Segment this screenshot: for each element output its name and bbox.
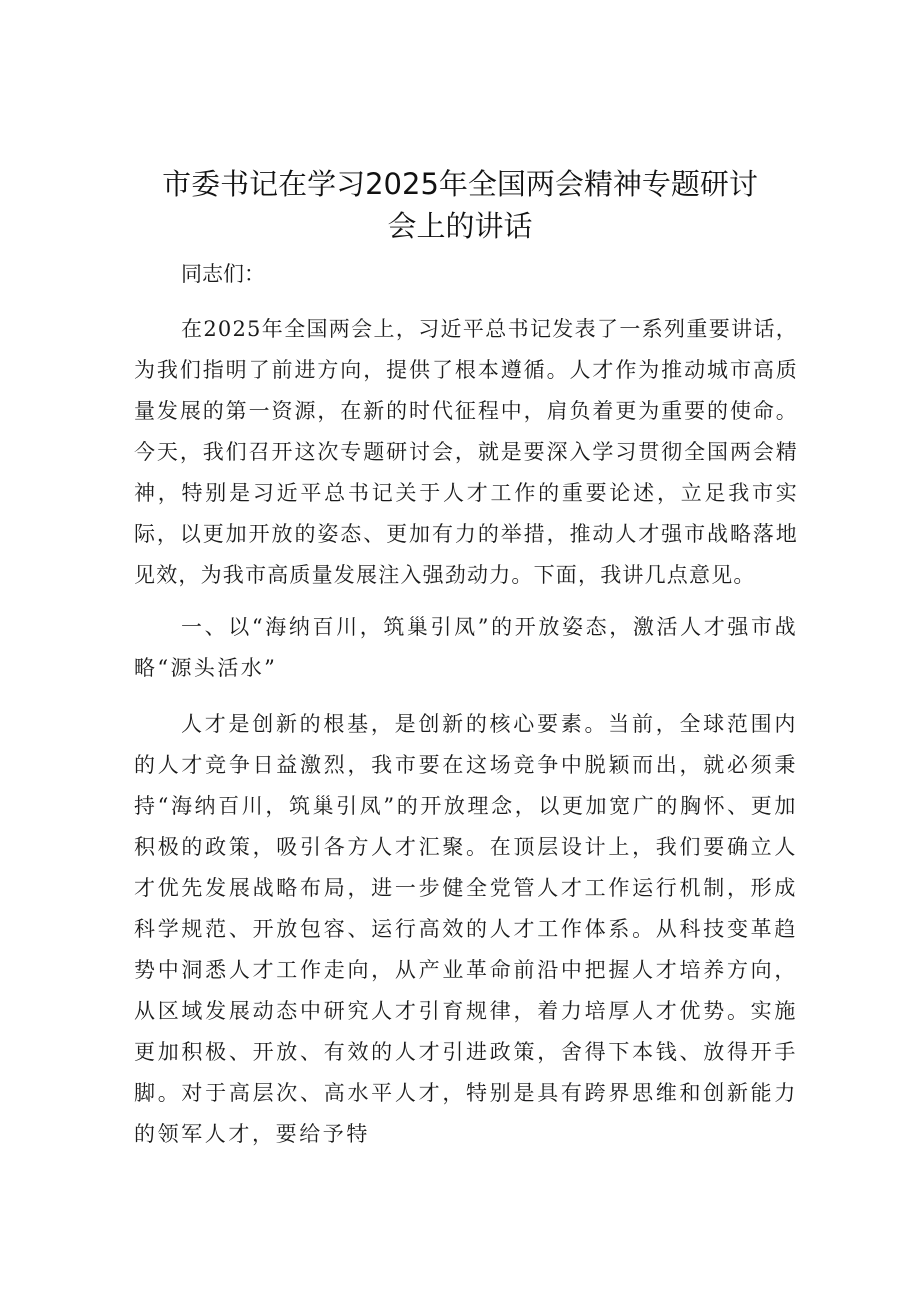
document-title-line-2: 会上的讲话 xyxy=(387,209,533,243)
paragraph-section-1: 人才是创新的根基，是创新的核心要素。当前，全球范围内的人才竞争日益激烈，我市要在这场竞争中脱颖而出，就必须秉持“海纳百川，筑巢引凤”的开放理念，以更加宽广的胸怀、更加积极的政策，吸引各方人才汇聚。在顶层设计上，我们要确立人才优先发展战略布局，进一步健全党管人才工作运行机制，形成科学规范、开放包容、运行高效的人才工作体系。从科技变革趋势中洞悉人才工作走向，从产业革命前沿中把握人才培养方向，从区域发展动态中研究人才引育规律，着力培厚人才优势。实施更加积极、开放、有效的人才引进政策，舍得下本钱、放得开手脚。对于高层次、高水平人才，特别是具有跨界思维和创新能力的领军人才，要给予特 xyxy=(134,712,798,1146)
paragraph-intro: 在2025年全国两会上，习近平总书记发表了一系列重要讲话，为我们指明了前进方向，提供了根本遵循。人才作为推动城市高质量发展的第一资源，在新的时代征程中，肩负着更为重要的使命。今天，我们召开这次专题研讨会，就是要深入学习贯彻全国两会精神，特别是习近平总书记关于人才工作的重要论述，立足我市实际，以更加开放的姿态、更加有力的举措，推动人才强市战略落地见效，为我市高质量发展注入强劲动力。下面，我讲几点意见。 xyxy=(134,317,798,587)
salutation: 同志们： xyxy=(181,262,265,286)
document-title-line-1: 市委书记在学习2025年全国两会精神专题研讨 xyxy=(162,167,758,201)
section-heading-1: 一、以“海纳百川，筑巢引凤”的开放姿态，激活人才强市战略“源头活水” xyxy=(134,615,798,680)
